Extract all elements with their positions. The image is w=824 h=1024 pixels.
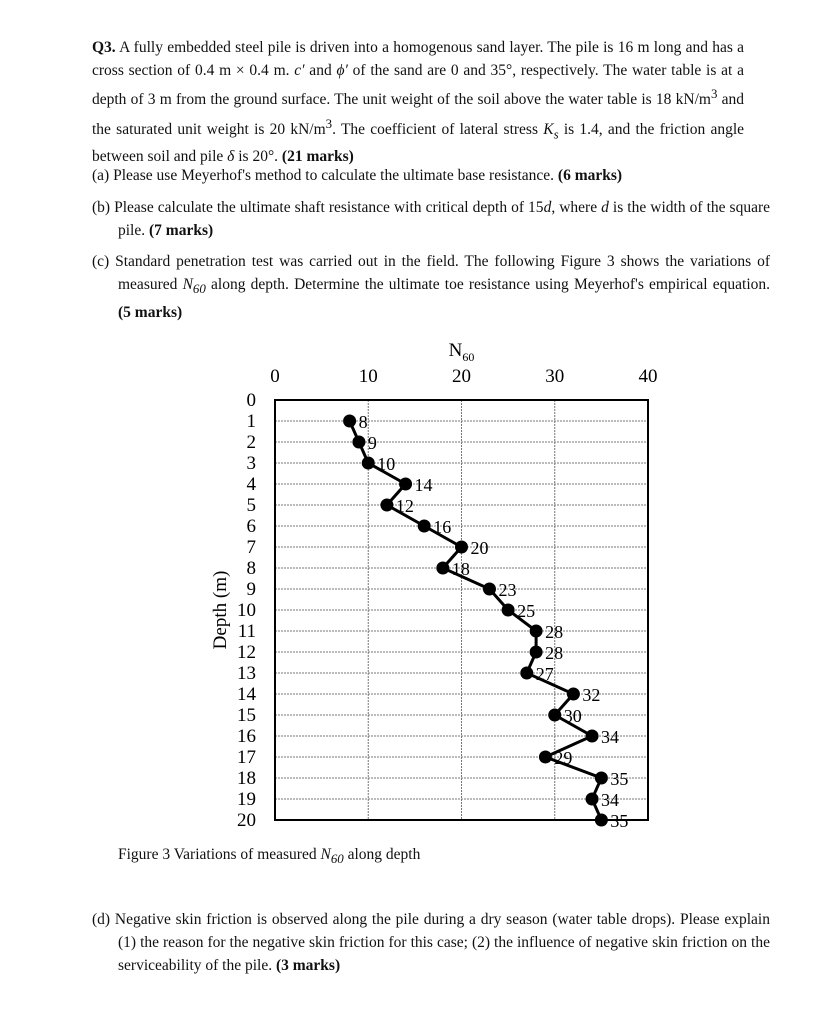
data-point (595, 772, 608, 785)
y-tick-label: 12 (237, 642, 256, 663)
data-labels (359, 412, 629, 831)
part-c-marks: (5 marks) (118, 303, 183, 321)
data-label: 27 (535, 664, 554, 684)
part-c-n-symbol: N (182, 276, 193, 294)
data-label: 30 (563, 706, 582, 726)
data-point (436, 562, 449, 575)
intro-text-6: is 1.4, and the friction angle between soil and pile (92, 120, 745, 166)
data-label: 9 (367, 433, 377, 453)
data-point (520, 667, 533, 680)
part-a-text: Please use Meyerhof's method to calculate the ultimate base resistance. (109, 167, 558, 184)
data-label: 12 (395, 496, 414, 516)
y-tick-label: 19 (237, 789, 256, 810)
data-point (418, 520, 431, 533)
y-tick-label: 4 (246, 474, 256, 495)
data-label: 28 (545, 643, 564, 663)
caption-n-subscript: 60 (330, 851, 344, 867)
x-tick-label: 10 (358, 366, 378, 387)
data-label: 18 (451, 559, 470, 579)
x-tick-label: 0 (270, 366, 280, 387)
chart-axes (237, 366, 658, 831)
data-label: 35 (610, 769, 629, 789)
unit-superscript-1: 3 (710, 86, 718, 102)
ks-subscript: s (553, 126, 559, 142)
part-d (92, 908, 770, 978)
y-tick-label: 1 (246, 411, 256, 432)
intro-text-4: and the saturated unit weight is 20 kN/m (92, 91, 744, 138)
part-b-d-symbol-1: d (543, 199, 552, 216)
part-b-marks: (7 marks) (149, 222, 214, 240)
y-tick-label: 17 (237, 747, 256, 768)
y-tick-label: 8 (246, 558, 256, 579)
data-point (362, 457, 375, 470)
y-tick-label: 5 (246, 495, 256, 516)
intro-marks: (21 marks) (281, 148, 354, 166)
chart-title-main: N (448, 340, 463, 361)
data-point (455, 541, 468, 554)
caption-text-1: Figure 3 Variations of measured (118, 846, 321, 863)
data-point (586, 793, 599, 806)
part-b-d-symbol-2: d (601, 199, 609, 216)
y-tick-label: 14 (237, 684, 256, 705)
data-point (567, 688, 580, 701)
data-label: 32 (582, 685, 601, 705)
y-tick-label: 16 (237, 726, 256, 747)
data-point (548, 709, 561, 722)
y-tick-label: 9 (246, 579, 256, 600)
data-label: 25 (517, 601, 536, 621)
delta-symbol: δ (227, 148, 235, 166)
figure-caption (118, 846, 420, 867)
intro-text-2: and (304, 62, 337, 80)
caption-n-symbol: N (320, 846, 331, 863)
data-label: 8 (358, 412, 368, 432)
unit-superscript-2: 3 (325, 115, 333, 131)
data-point (352, 436, 365, 449)
data-point (586, 730, 599, 743)
y-tick-label: 2 (246, 432, 256, 453)
y-tick-label: 3 (246, 453, 256, 474)
y-tick-label: 11 (237, 621, 256, 642)
caption-text-2: along depth (343, 846, 421, 863)
x-tick-label: 40 (638, 366, 658, 387)
data-label: 29 (554, 748, 573, 768)
y-axis-label: Depth (m) (210, 570, 231, 650)
data-point (380, 499, 393, 512)
part-b-text-3: is the width of the square pile. (118, 199, 770, 240)
data-point (595, 814, 608, 827)
part-c-text-1: Standard penetration test was carried out in the field. The following Figure 3 shows the variations of measured (109, 253, 770, 294)
intro-text-5: . The coefficient of lateral stress (332, 120, 544, 138)
question-number: Q3. (92, 39, 116, 56)
intro-text-1: A fully embedded steel pile is driven into a homogenous sand layer. The pile is 16 m long and has a cross section of 0.4 m × 0.4 m. (92, 39, 744, 80)
data-label: 34 (601, 727, 620, 747)
x-tick-label: 30 (545, 366, 565, 387)
part-c-n-subscript: 60 (192, 281, 206, 297)
y-tick-label: 18 (237, 768, 256, 789)
data-label: 23 (498, 580, 517, 600)
y-tick-label: 7 (246, 537, 256, 558)
intro-text-3: of the sand are 0 and 35°, respectively. The water table is at a depth of 3 m from the ground surface. The unit weight of the soil above the water table is 18 kN/m (92, 62, 744, 109)
part-c-label: (c) (92, 253, 110, 270)
y-tick-label: 20 (237, 810, 256, 831)
chart-title-sub: 60 (462, 350, 475, 364)
x-tick-label: 20 (452, 366, 471, 387)
data-label: 34 (601, 790, 620, 810)
chart-title (449, 340, 475, 364)
data-label: 16 (433, 517, 452, 537)
data-point (530, 625, 543, 638)
data-point (539, 751, 552, 764)
data-label: 28 (545, 622, 564, 642)
part-a-label: (a) (92, 167, 110, 184)
part-d-marks: (3 marks) (275, 957, 341, 975)
y-tick-label: 0 (246, 390, 256, 411)
part-d-label: (d) (92, 911, 111, 928)
data-label: 14 (414, 475, 433, 495)
cohesion-symbol: c′ (294, 62, 305, 80)
data-point (530, 646, 543, 659)
data-point (483, 583, 496, 596)
ks-symbol: K (543, 120, 554, 138)
part-b-text-1: Please calculate the ultimate shaft resistance with critical depth of 15 (110, 199, 544, 216)
y-tick-label: 13 (237, 663, 256, 684)
chart-grid (275, 400, 648, 820)
y-tick-label: 15 (237, 705, 256, 726)
part-b-text-2: , where (551, 199, 602, 216)
part-c-text-2: along depth. Determine the ultimate toe resistance using Meyerhof's empirical equation. (205, 276, 771, 294)
data-point (399, 478, 412, 491)
friction-angle-symbol: ϕ′ (336, 62, 348, 80)
y-tick-label: 6 (246, 516, 256, 537)
intro-text-7: is 20°. (234, 148, 282, 166)
part-d-text: Negative skin friction is observed along the pile during a dry season (water table drops). Please explain (1) the reason for the negative skin friction for this case; (2) the influence of negative skin friction on the serviceability of the pile. (110, 911, 770, 975)
part-b-label: (b) (92, 199, 111, 216)
data-point (343, 415, 356, 428)
data-label: 10 (377, 454, 396, 474)
part-a-marks: (6 marks) (557, 167, 623, 184)
data-label: 20 (470, 538, 489, 558)
y-tick-label: 10 (237, 600, 256, 621)
data-label: 35 (610, 811, 629, 831)
data-point (502, 604, 515, 617)
